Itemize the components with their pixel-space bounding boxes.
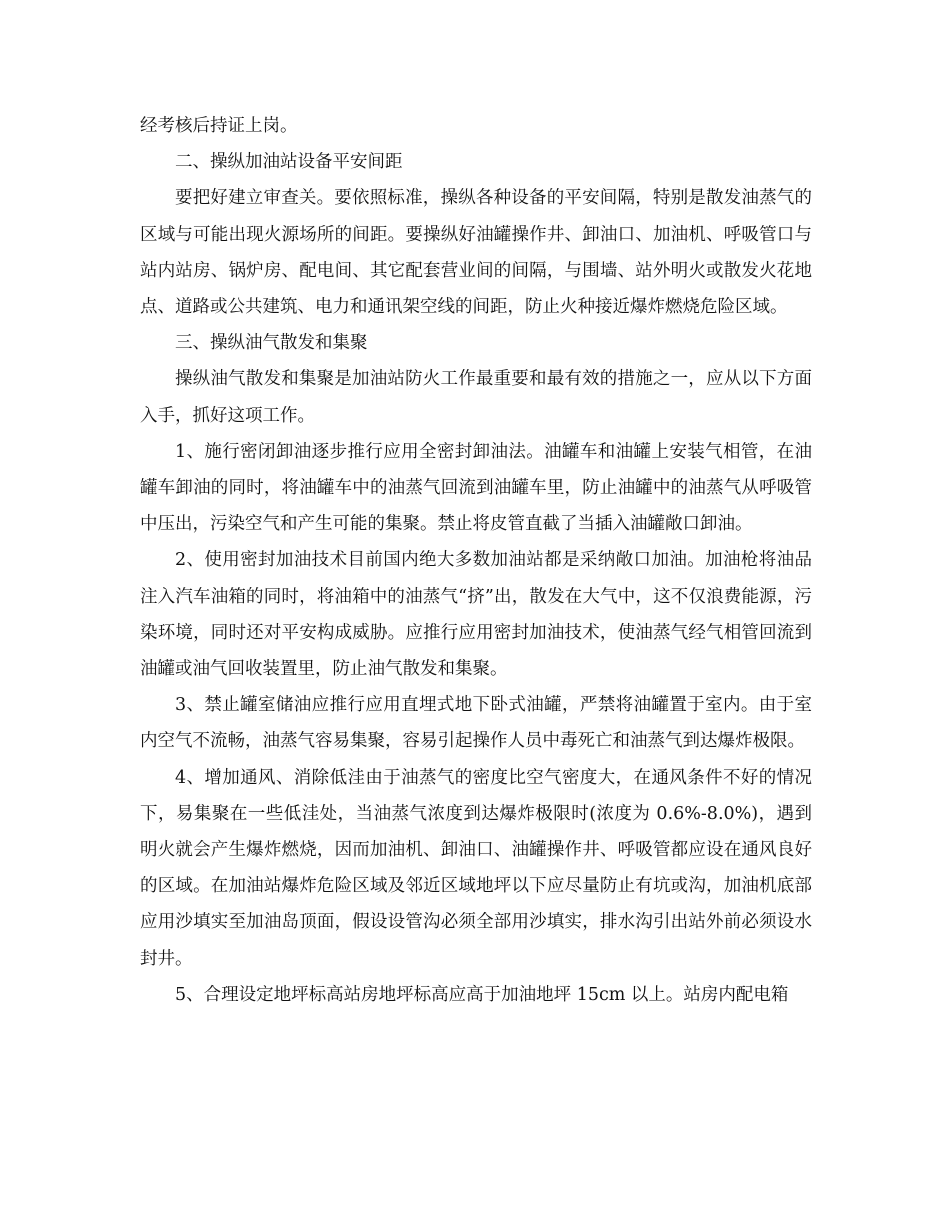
paragraph-5: 操纵油气散发和集聚是加油站防火工作最重要和最有效的措施之一，应从以下方面入手，抓好这项工作。 (140, 369, 812, 426)
list-item-4: 4、增加通风、消除低洼由于油蒸气的密度比空气密度大，在通风条件不好的情况下，易集聚在一些低洼处，当油蒸气浓度到达爆炸极限时(浓度为 0.6%-8.0%)，遇到明火就会产生爆炸燃烧，因而加油机、卸油口、油罐操作井、呼吸管都应设在通风良好的区域。在加油站爆炸危险区域及邻近区域地坪以下应尽量防止有坑或沟，加油机底部应用沙填实至加油岛顶面，假设设管沟必须全部用沙填实，排水沟引出站外前必须设水封井。 (140, 767, 812, 969)
section-heading-2: 二、操纵加油站设备平安间距 (175, 152, 403, 173)
paragraph-3: 要把好建立审查关。要依照标准，操纵各种设备的平安间隔，特别是散发油蒸气的区域与可能出现火源场所的间距。要操纵好油罐操作井、卸油口、加油机、呼吸管口与站内站房、锅炉房、配电间、其它配套营业间的间隔，与围墙、站外明火或散发火花地点、道路或公共建筑、电力和通讯架空线的间距，防止火种接近爆炸燃烧危险区域。 (140, 188, 812, 318)
list-item-2: 2、使用密封加油技术目前国内绝大多数加油站都是采纳敞口加油。加油枪将油品注入汽车油箱的同时，将油箱中的油蒸气“挤”出，散发在大气中，这不仅浪费能源，污染环境，同时还对平安构成威胁。应推行应用密封加油技术，使油蒸气经气相管回流到油罐或油气回收装置里，防止油气散发和集聚。 (140, 550, 812, 680)
section-heading-3: 三、操纵油气散发和集聚 (175, 333, 368, 354)
list-item-3: 3、禁止罐室储油应推行应用直埋式地下卧式油罐，严禁将油罐置于室内。由于室内空气不流畅，油蒸气容易集聚，容易引起操作人员中毒死亡和油蒸气到达爆炸极限。 (140, 695, 812, 752)
paragraph-1: 经考核后持证上岗。 (140, 116, 298, 136)
list-item-1: 1、施行密闭卸油逐步推行应用全密封卸油法。油罐车和油罐上安装气相管，在油罐车卸油的同时，将油罐车中的油蒸气回流到油罐车里，防止油罐中的油蒸气从呼吸管中压出，污染空气和产生可能的集聚。禁止将皮管直截了当插入油罐敞口卸油。 (140, 441, 812, 535)
list-item-5: 5、合理设定地坪标高站房地坪标高应高于加油地坪 15cm 以上。站房内配电箱 (175, 984, 789, 1005)
document-body (140, 108, 812, 1013)
